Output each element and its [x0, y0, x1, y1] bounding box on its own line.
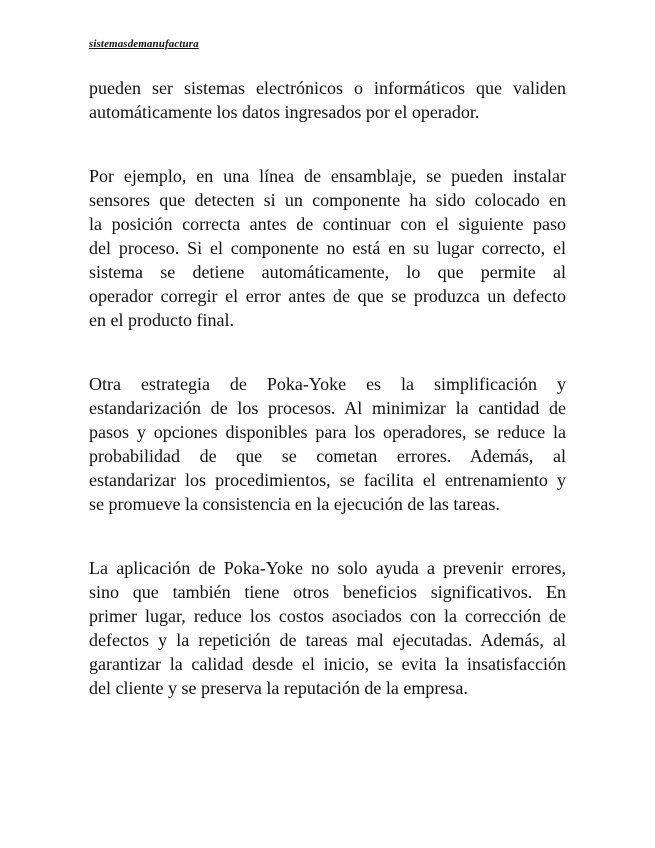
text-line: pasos y opciones disponibles para los operadores, se reduce la	[89, 422, 566, 442]
text-line: pueden ser sistemas electrónicos o informáticos que validen	[89, 78, 566, 98]
text-line: probabilidad de que se cometan errores. Además, al	[89, 446, 566, 466]
text-line: sensores que detecten si un componente ha sido colocado en	[89, 190, 566, 210]
page-header: sistemasdemanufactura	[89, 38, 199, 50]
text-line: Por ejemplo, en una línea de ensamblaje, se pueden instalar	[89, 166, 566, 186]
paragraph	[89, 556, 566, 700]
text-line: se promueve la consistencia en la ejecución de las tareas.	[89, 494, 500, 514]
paragraph	[89, 372, 566, 516]
document-body	[89, 76, 566, 740]
text-line: operador corregir el error antes de que se produzca un defecto	[89, 286, 566, 306]
paragraph	[89, 164, 566, 332]
text-line: en el producto final.	[89, 310, 234, 330]
text-line: La aplicación de Poka-Yoke no solo ayuda a prevenir errores,	[89, 558, 566, 578]
text-line: garantizar la calidad desde el inicio, se evita la insatisfacción	[89, 654, 566, 674]
text-line: estandarización de los procesos. Al minimizar la cantidad de	[89, 398, 566, 418]
text-line: sistema se detiene automáticamente, lo que permite al	[89, 262, 566, 282]
text-line: Otra estrategia de Poka-Yoke es la simplificación y	[89, 374, 566, 394]
text-line: sino que también tiene otros beneficios significativos. En	[89, 582, 566, 602]
text-line: defectos y la repetición de tareas mal ejecutadas. Además, al	[89, 630, 566, 650]
text-line: primer lugar, reduce los costos asociados con la corrección de	[89, 606, 566, 626]
text-line: automáticamente los datos ingresados por el operador.	[89, 102, 480, 122]
text-line: estandarizar los procedimientos, se facilita el entrenamiento y	[89, 470, 566, 490]
text-line: la posición correcta antes de continuar con el siguiente paso	[89, 214, 566, 234]
text-line: del proceso. Si el componente no está en su lugar correcto, el	[89, 238, 566, 258]
text-line: del cliente y se preserva la reputación de la empresa.	[89, 678, 468, 698]
paragraph	[89, 76, 566, 124]
